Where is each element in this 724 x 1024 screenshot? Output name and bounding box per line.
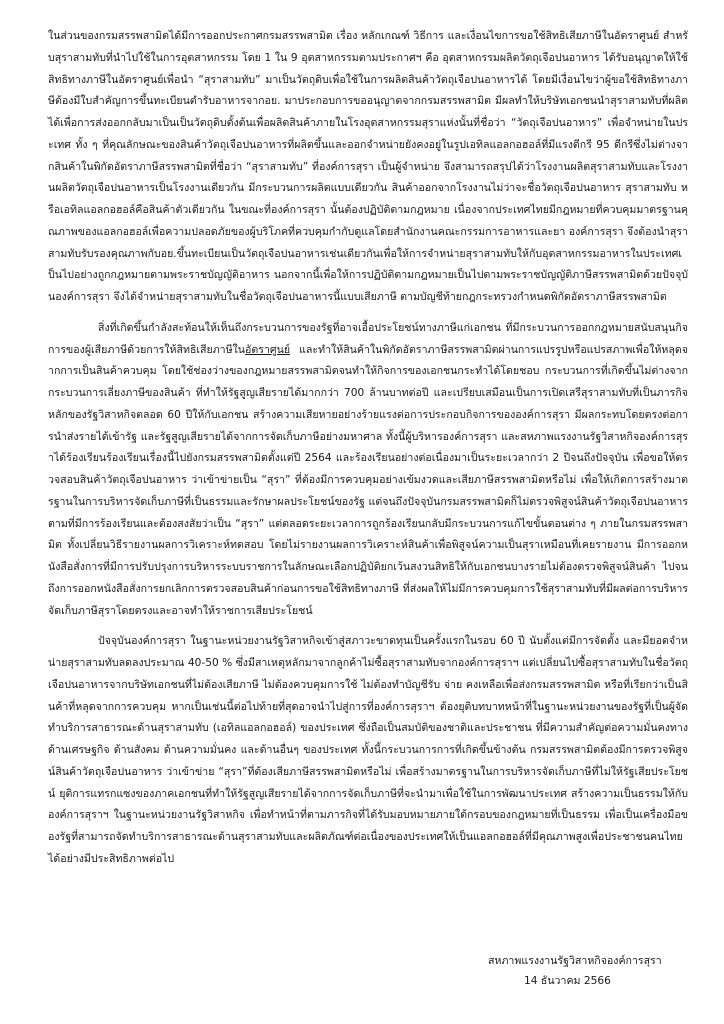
paragraph-2 <box>48 318 688 623</box>
underlined-term-zero-rate: อัตราศูนย์ <box>245 343 291 356</box>
signature-organization: สหภาพแรงงานรัฐวิสาหกิจองค์การสุรา <box>488 955 662 967</box>
document-body <box>48 26 688 871</box>
signature-block <box>488 951 708 991</box>
signature-date: 14 ธันวาคม 2566 <box>524 975 611 987</box>
paragraph-3: ปัจจุบันองค์การสุรา ในฐานะหน่วยงานรัฐวิสาหกิจเข้าสู่สภาวะขาดทุนเป็นครั้งแรกในรอบ 60 ปี นับตั้งแต่มีการจัดตั้ง และมียอดจำหน่ายสุราสามทับลดลงประมาณ 40-50 % ซึ่งมีสาเหตุหลักมาจากลูกค้าไม่ซื้อสุราสามทับจากองค์การสุราฯ แต่เปลี่ยนไปซื้อสุราสามทับในชื่อวัตถุเจือปนอาหารจากบริษัทเอกชนที่ไม่ต้องเสียภาษี ไม่ต้องควบคุมการใช้ ไม่ต้องทำบัญชีรับ จ่าย คงเหลือเพื่อส่งกรมสรรพสามิต หรือที่เรียกว่าเป็นสินค้าที่หลุดจากการควบคุม หากเป็นเช่นนี้ต่อไปท้ายที่สุดอาจนำไปสู่การที่องค์การสุราฯ ต้องยุติบทบาทหน้าที่ในฐานะหน่วยงานของรัฐที่เป็นผู้จัดทำบริการสาธารณะด้านสุราสามทับ (เอทิลแอลกอฮอล์) ของประเทศ ซึ่งถือเป็นสมบัติของชาติและประชาชน ที่มีความสำคัญต่อความมั่นคงทางด้านเศรษฐกิจ ด้านสังคม ด้านความมั่นคง และด้านอื่นๆ ของประเทศ ทั้งนี้กระบวนการการที่เกิดขึ้นข้างต้น กรมสรรพสามิตต้องมีการตรวจพิสูจน์สินค้าวัตถุเจือปนอาหาร ว่าเข้าข่าย “สุรา”ที่ต้องเสียภาษีสรรพสามิตหรือไม่ เพื่อสร้างมาตรฐานในการบริหารจัดเก็บภาษีที่ไม่ให้รัฐเสียประโยชน์ ยุติการแทรกแซงของภาคเอกชนที่ทำให้รัฐสูญเสียรายได้จากการจัดเก็บภาษีที่จะนำมาเพื่อใช้ในการพัฒนาประเทศ สร้างความเป็นธรรมให้กับองค์การสุราฯ ในฐานะหน่วยงานรัฐวิสาหกิจ เพื่อทำหน้าที่ตามภารกิจที่ได้รับมอบหมายภายใต้กรอบของกฎหมายที่เป็นธรรม เพื่อเป็นเครื่องมือของรัฐที่สามารถจัดทำบริการสาธารณะด้านสุราสามทับและผลิตภัณฑ์ต่อเนื่องของประเทศให้เป็นแอลกอฮอล์ที่มีคุณภาพสูงเพื่อประชาชนคนไทยได้อย่างมีประสิทธิภาพต่อไป <box>48 635 688 865</box>
paragraph-2-part-2: และทำให้สินค้าในพิกัดอัตราภาษีสรรพสามิตผ่านการแปรรูปหรือแปรสภาพเพื่อให้หลุดจากการเป็นสินค้าควบคุม โดยใช้ช่องว่างของกฎหมายสรรพสามิตจนทำให้กิจการของเอกชนกระทำได้โดยชอบ กระบวนการที่เกิดขึ้นไม่ต่างจากกระบวนการเลี่ยงภาษีของสินค้า ที่ทำให้รัฐสูญเสียรายได้มากกว่า 700 ล้านบาทต่อปี และเปรียบเสมือนเป็นการเปิดเสรีสุราสามทับที่เป็นภารกิจหลักของรัฐวิสาหกิจตลอด 60 ปีให้กับเอกชน สร้างความเสียหายอย่างร้ายแรงต่อการประกอบกิจการขององค์การสุรา มีผลกระทบโดยตรงต่อการนำส่งรายได้เข้ารัฐ และรัฐสูญเสียรายได้จากการจัดเก็บภาษีอย่างมหาศาล ทั้งนี้ผู้บริหารองค์การสุรา และสหภาพแรงงานรัฐวิสาหกิจองค์การสุราได้ร้องเรียนร้องเรียนเรื่องนี้ไปยังกรมสรรพสามิตตั้งแต่ปี 2564 และร้องเรียนอย่างต่อเนื่องมาเป็นระยะเวลากว่า 2 ปีจนถึงปัจจุบัน เพื่อขอให้ตรวจสอบสินค้าวัตถุเจือปนอาหาร ว่าเข้าข่ายเป็น “สุรา” ที่ต้องมีการควบคุมอย่างเข้มงวดและเสียภาษีสรรพสามิตหรือไม่ เพื่อให้เกิดการสร้างมาตรฐานในการบริหารจัดเก็บภาษีที่เป็นธรรมและรักษาผลประโยชน์ของรัฐ แต่จนถึงปัจจุบันกรมสรรพสามิตก็ไม่ตรวจพิสูจน์สินค้าวัตถุเจือปนอาหารตามที่มีการร้องเรียนและต้องสงสัยว่าเป็น “สุรา” แต่ตลอดระยะเวลาการถูกร้องเรียนกลับมีกระบวนการแก้ไขขั้นตอนต่าง ๆ ภายในกรมสรรพสามิต ทั้งเปลี่ยนวิธีรายงานผลการวิเคราะห์ทดสอบ โดยไม่รายงานผลการวิเคราะห์สินค้าเพื่อพิสูจน์ความเป็นสุราเหมือนที่เคยรายงาน มีการออกหนังสือสั่งการที่มีการปรับปรุงการบริหารระบบราชการในลักษณะเลือกปฏิบัติยกเว้นสงวนสิทธิให้กับเอกชนบางรายไม่ต้องตรวจพิสูจน์สินค้า ไปจนถึงการออกหนังสือสั่งการยกเลิกการตรวจสอบสินค้าก่อนการขอใช้สิทธิทางภาษี ที่ส่งผลให้ไม่มีการควบคุมการใช้สุราสามทับที่มีผลต่อการบริหารจัดเก็บภาษีสุราโดยตรงและอาจทำให้ราชการเสียประโยชน์ <box>48 343 688 617</box>
paragraph-1: ในส่วนของกรมสรรพสามิตได้มีการออกประกาศกรมสรรพสามิต เรื่อง หลักเกณฑ์ วิธีการ และเงื่อนไขการขอใช้สิทธิเสียภาษีในอัตราศูนย์ สำหรับสุราสามทับที่นำไปใช้ในการอุตสาหกรรม โดย 1 ใน 9 อุตสาหกรรมตามประกาศฯ คือ อุตสาหกรรมผลิตวัตถุเจือปนอาหาร ได้รับอนุญาตให้ใช้สิทธิทางภาษีในอัตราศูนย์เพื่อนำ “สุราสามทับ” มาเป็นวัตถุดิบเพื่อใช้ในการผลิตสินค้าวัตถุเจือปนอาหารได้ โดยมีเงื่อนไขว่าผู้ขอใช้สิทธิทางภาษีต้องมีใบสำคัญการขึ้นทะเบียนตำรับอาหารจากอย. มาประกอบการขออนุญาตจากกรมสรรพสามิต มีผลทำให้บริษัทเอกชนนำสุราสามทับที่ผลิตได้เพื่อการส่งออกกลับมาเป็นเป็นวัตถุดิบตั้งต้นเพื่อผลิตสินค้าภายในโรงอุตสาหกรรมสุราแห่งนั้นที่ชื่อว่า “วัตถุเจือปนอาหาร” เพื่อจำหน่ายในประเทศ ทั้ง ๆ ที่คุณลักษณะของสินค้าวัตถุเจือปนอาหารที่ผลิตขึ้นและออกจำหน่ายยังคงอยู่ในรูปเอทิลแอลกอฮอล์ที่มีแรงดีกรี 95 ดีกรีซึ่งไม่ต่างจากสินค้าในพิกัดอัตราภาษีสรรพสามิตที่ชื่อว่า “สุราสามทับ” ที่องค์การสุรา เป็นผู้จำหน่าย จึงสามารถสรุปได้ว่าโรงงานผลิตสุราสามทับและโรงงานผลิตวัตถุเจือปนอาหารเป็นโรงงานเดียวกัน มีกระบวนการผลิตแบบเดียวกัน สินค้าออกจากโรงงานไม่ว่าจะชื่อวัตถุเจือปนอาหาร สุราสามทับ หรือเอทิลแอลกอฮอล์คือสินค้าตัวเดียวกัน ในขณะที่องค์การสุรา นั้นต้องปฏิบัติตามกฎหมาย เนื่องจากประเทศไทยมีกฎหมายที่ควบคุมมาตรฐานคุณภาพของแอลกอฮอล์เพื่อความปลอดภัยของผู้บริโภคที่ควบคุมกำกับดูแลโดยสำนักงานคณะกรรมการอาหารและยา องค์การสุรา จึงต้องนำสุราสามทับรับรองคุณภาพกับอย.ขึ้นทะเบียนเป็นวัตถุเจือปนอาหารเช่นเดียวกันเพื่อให้การจำหน่ายสุราสามทับให้กับอุตสาหกรรมอาหารในประเทศเป็นไปอย่างถูกกฎหมายตามพระราชบัญญัติอาหาร นอกจากนี้เพื่อให้การปฏิบัติตามกฎหมายเป็นไปตามพระราชบัญญัติภาษีสรรพสามิตด้วยปัจจุบันองค์การสุรา จึงได้จำหน่ายสุราสามทับในชื่อวัตถุเจือปนอาหารนี้แบบเสียภาษี ตามบัญชีท้ายกฎกระทรวงกำหนดพิกัดอัตราภาษีสรรพสามิต <box>48 30 688 303</box>
paragraph-2-part-1: สิ่งที่เกิดขึ้นกำลังสะท้อนให้เห็นถึงกระบวนการของรัฐที่อาจเอื้อประโยชน์ทางภาษีแก่เอกชน ที่มีกระบวนการออกกฎหมายสนับสนุนกิจการของผู้เสียภาษีด้วยการให้สิทธิเสียภาษีใน <box>48 321 688 356</box>
